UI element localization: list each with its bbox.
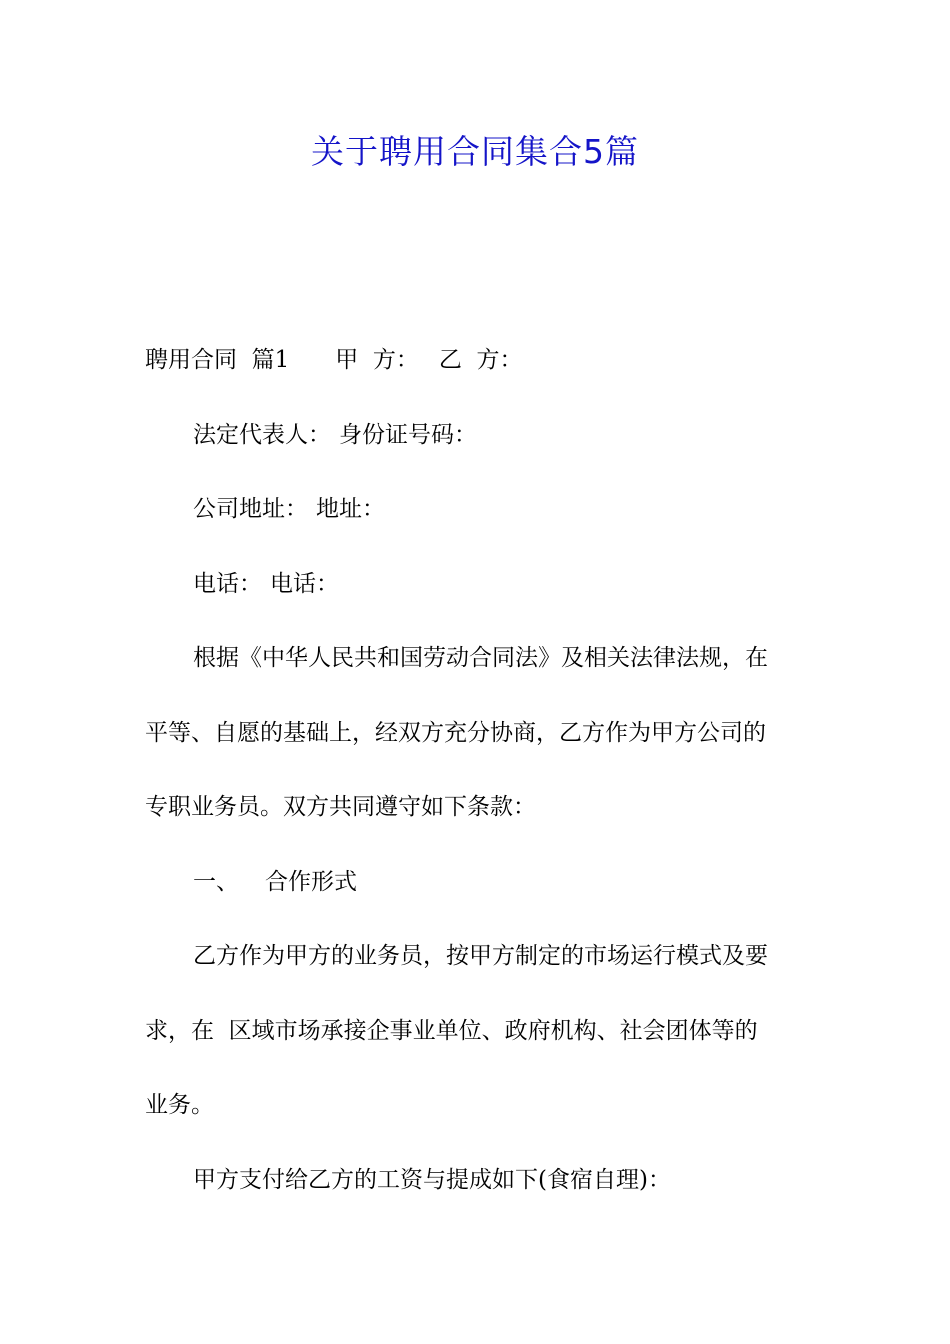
paragraph-basis-line-2: 平等、自愿的基础上，经双方充分协商，乙方作为甲方公司的 xyxy=(145,720,766,746)
paragraph-salary: 甲方支付给乙方的工资与提成如下(食宿自理)： xyxy=(193,1167,671,1193)
paragraph-duty-line-2: 求，在 区域市场承接企事业单位、政府机构、社会团体等的 xyxy=(145,1018,758,1044)
paragraph-representative xyxy=(193,418,815,452)
section-heading-cooperation xyxy=(193,865,815,899)
section-label: 聘用合同 篇1 xyxy=(145,347,290,373)
paragraph-basis-line-3: 专职业务员。双方共同遵守如下条款： xyxy=(145,794,536,820)
company-address-label: 公司地址： xyxy=(193,496,308,522)
section-title: 合作形式 xyxy=(265,869,357,895)
paragraph-phone xyxy=(193,567,815,601)
document-title: 关于聘用合同集合5篇 xyxy=(311,132,639,171)
phone-label-a: 电话： xyxy=(193,571,262,597)
party-b-label: 乙 方： xyxy=(438,347,523,373)
section-number: 一、 xyxy=(193,869,239,895)
paragraph-header-parties xyxy=(145,343,815,377)
paragraph-duty-line-3: 业务。 xyxy=(145,1092,214,1118)
id-number-label: 身份证号码： xyxy=(339,422,477,448)
address-label: 地址： xyxy=(316,496,385,522)
phone-label-b: 电话： xyxy=(270,571,339,597)
paragraph-basis-line-1: 根据《中华人民共和国劳动合同法》及相关法律法规，在 xyxy=(193,645,768,671)
legal-rep-label: 法定代表人： xyxy=(193,422,331,448)
paragraph-duty-line-1: 乙方作为甲方的业务员，按甲方制定的市场运行模式及要 xyxy=(193,943,768,969)
paragraph-address xyxy=(193,492,815,526)
party-a-label: 甲 方： xyxy=(335,347,419,373)
